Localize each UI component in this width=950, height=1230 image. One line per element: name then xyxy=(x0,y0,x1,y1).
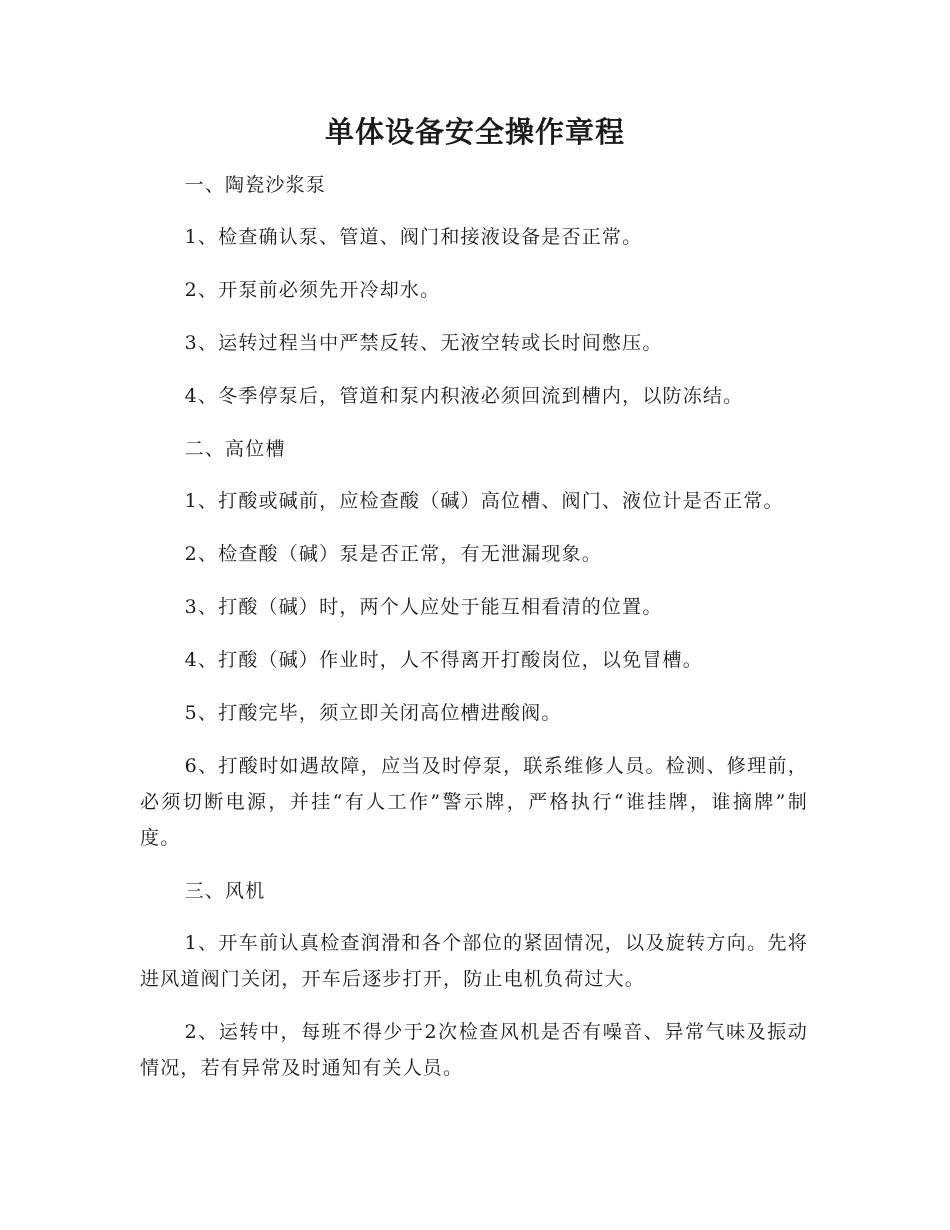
paragraph: 1、检查确认泵、管道、阀门和接液设备是否正常。 xyxy=(184,226,643,248)
paragraph: 6、打酸时如遇故障，应当及时停泵，联系维修人员。检测、修理前，必须切断电源，并挂“有人工作”警示牌，严格执行“谁挂牌，谁摘牌”制度。 xyxy=(140,755,808,849)
paragraph: 4、冬季停泵后，管道和泵内积液必须回流到槽内，以防冻结。 xyxy=(184,385,744,407)
paragraph: 2、开泵前必须先开冷却水。 xyxy=(184,279,441,301)
paragraph: 1、打酸或碱前，应检查酸（碱）高位槽、阀门、液位计是否正常。 xyxy=(184,490,784,512)
paragraph: 4、打酸（碱）作业时，人不得离开打酸岗位，以免冒槽。 xyxy=(184,649,703,671)
paragraph: 2、检查酸（碱）泵是否正常，有无泄漏现象。 xyxy=(184,543,602,565)
section-heading-pump: 一、陶瓷沙浆泵 xyxy=(184,174,327,196)
section-heading-fan: 三、风机 xyxy=(184,880,266,902)
paragraph: 3、打酸（碱）时，两个人应处于能互相看清的位置。 xyxy=(184,596,663,618)
paragraph: 5、打酸完毕，须立即关闭高位槽进酸阀。 xyxy=(184,702,562,724)
paragraph: 2、运转中，每班不得少于2次检查风机是否有噪音、异常气味及振动情况，若有异常及时通知有关人员。 xyxy=(140,1021,808,1079)
section-heading-tank: 二、高位槽 xyxy=(184,438,286,460)
page-title: 单体设备安全操作章程 xyxy=(324,115,625,149)
document-body xyxy=(140,167,808,1103)
paragraph: 1、开车前认真检查润滑和各个部位的紧固情况，以及旋转方向。先将进风道阀门关闭，开车后逐步打开，防止电机负荷过大。 xyxy=(140,932,808,990)
paragraph: 3、运转过程当中严禁反转、无液空转或长时间憋压。 xyxy=(184,332,663,354)
